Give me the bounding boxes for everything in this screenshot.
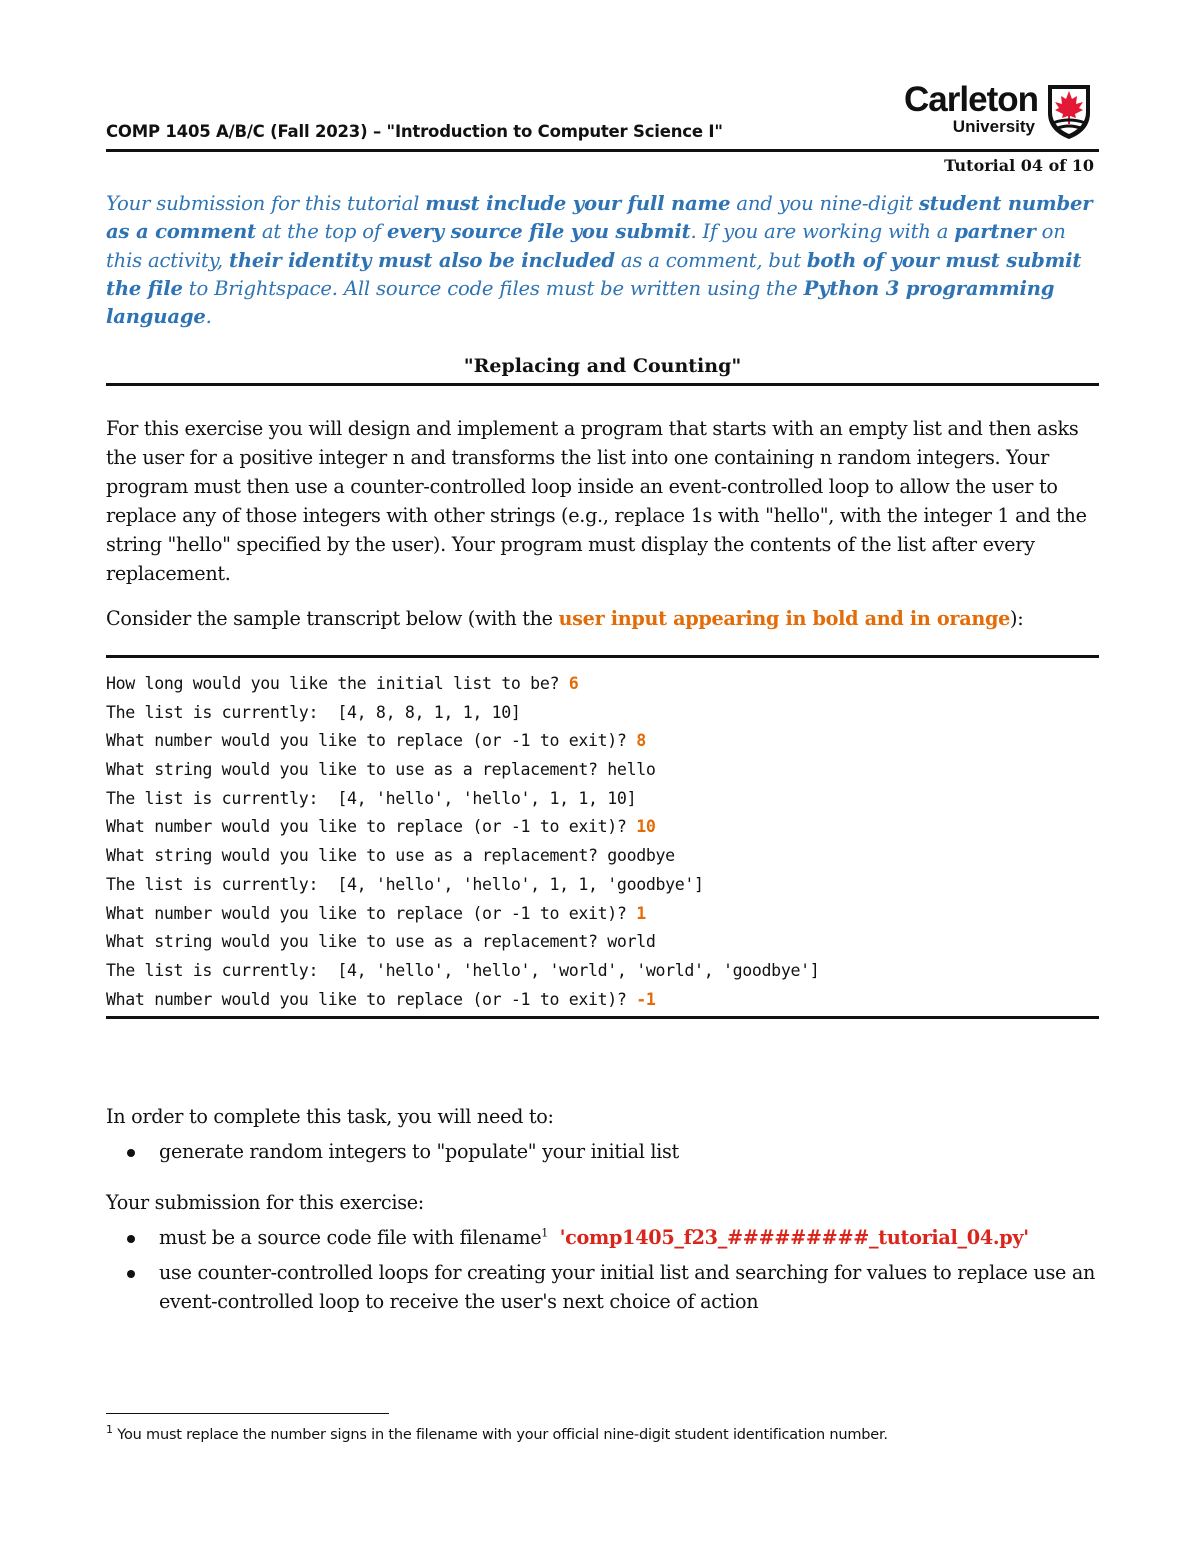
transcript-line: How long would you like the initial list to be? 6 bbox=[106, 674, 579, 693]
transcript-line: What string would you like to use as a replacement? goodbye bbox=[106, 846, 675, 866]
logo-subtitle: University bbox=[952, 117, 1035, 136]
logo-wordmark: Carleton bbox=[904, 80, 1038, 119]
requirements bbox=[106, 1102, 1099, 1166]
transcript-line: The list is currently: [4, 'hello', 'hello', 1, 1, 10] bbox=[106, 788, 637, 808]
header-rule bbox=[106, 149, 1099, 152]
transcript-line: What number would you like to replace (or -1 to exit)? -1 bbox=[106, 989, 656, 1009]
transcript-line: What number would you like to replace (or -1 to exit)? 8 bbox=[106, 731, 646, 751]
sample-highlight: user input appearing in bold and in orange bbox=[558, 607, 1011, 630]
transcript-bottom-rule bbox=[106, 1016, 1099, 1019]
tutorial-number: Tutorial 04 of 10 bbox=[944, 156, 1094, 175]
section-title: "Replacing and Counting" bbox=[463, 355, 742, 377]
transcript-line: The list is currently: [4, 8, 8, 1, 1, 10] bbox=[106, 702, 521, 722]
user-input: 6 bbox=[568, 674, 579, 693]
footnote: $^1$ You must replace the number signs in the filename with your official nine-digit student identification number. bbox=[106, 1423, 888, 1443]
transcript-line: What string would you like to use as a replacement? hello bbox=[106, 760, 656, 780]
intro-paragraph: For this exercise you will design and implement a program that starts with an empty list and then asks the user for a positive integer n and transforms the list into one containing n random integers. Your program must then use a counter-controlled loop inside an event-controlled loop to allow the user to replace any of those integers with other strings (e.g., replace 1s with "hello", with the integer 1 and the string "hello" specified by the user). Your program must display the contents of the list after every replacement. bbox=[106, 417, 1087, 586]
submission-intro: Your submission for this exercise: bbox=[106, 1191, 424, 1214]
requirement-item: generate random integers to "populate" your initial list bbox=[106, 1137, 1099, 1166]
submission-notice: Your submission for this tutorial must include your full name and you nine-digit student number as a comment at the top of every source file you submit. If you are working with a partner on this activity, their identity must also be included as a comment, but both of your must submit the file to Brightspace. All source code files must be written using the Python 3 programming language. bbox=[106, 192, 1093, 329]
carleton-logo bbox=[880, 80, 1096, 142]
course-title: COMP 1405 A/B/C (Fall 2023) – "Introduction to Computer Science I" bbox=[106, 122, 723, 141]
transcript-top-rule bbox=[106, 655, 1099, 658]
section-rule bbox=[106, 383, 1099, 386]
sample-intro: Consider the sample transcript below (with the user input appearing in bold and in orange): bbox=[106, 607, 1024, 630]
transcript-line: The list is currently: [4, 'hello', 'hello', 1, 1, 'goodbye'] bbox=[106, 874, 704, 894]
transcript-line: What string would you like to use as a replacement? world bbox=[106, 932, 656, 952]
footnote-ref: 1 bbox=[541, 1226, 548, 1240]
user-input: 1 bbox=[636, 903, 646, 923]
user-input: 8 bbox=[636, 731, 646, 751]
required-filename: 'comp1405_f23_#########_tutorial_04.py' bbox=[559, 1226, 1029, 1250]
sample-transcript bbox=[106, 670, 1099, 1014]
transcript-line: What number would you like to replace (or -1 to exit)? 10 bbox=[106, 817, 656, 837]
transcript-line: What number would you like to replace (or -1 to exit)? 1 bbox=[106, 903, 646, 923]
submission bbox=[106, 1188, 1099, 1316]
user-input: 10 bbox=[636, 817, 656, 837]
shield-icon bbox=[1046, 83, 1092, 141]
submission-item-filename: must be a source code file with filename$^1$ 'comp1405_f23_#########_tutorial_04.py' bbox=[106, 1223, 1099, 1252]
requirements-intro: In order to complete this task, you will need to: bbox=[106, 1105, 554, 1128]
user-input: -1 bbox=[636, 989, 656, 1009]
submission-item-loops: use counter-controlled loops for creating your initial list and searching for values to replace use an event-controlled loop to receive the user's next choice of action bbox=[106, 1258, 1099, 1316]
footnote-rule bbox=[106, 1413, 389, 1414]
transcript-line: The list is currently: [4, 'hello', 'hello', 'world', 'world', 'goodbye'] bbox=[106, 960, 820, 980]
